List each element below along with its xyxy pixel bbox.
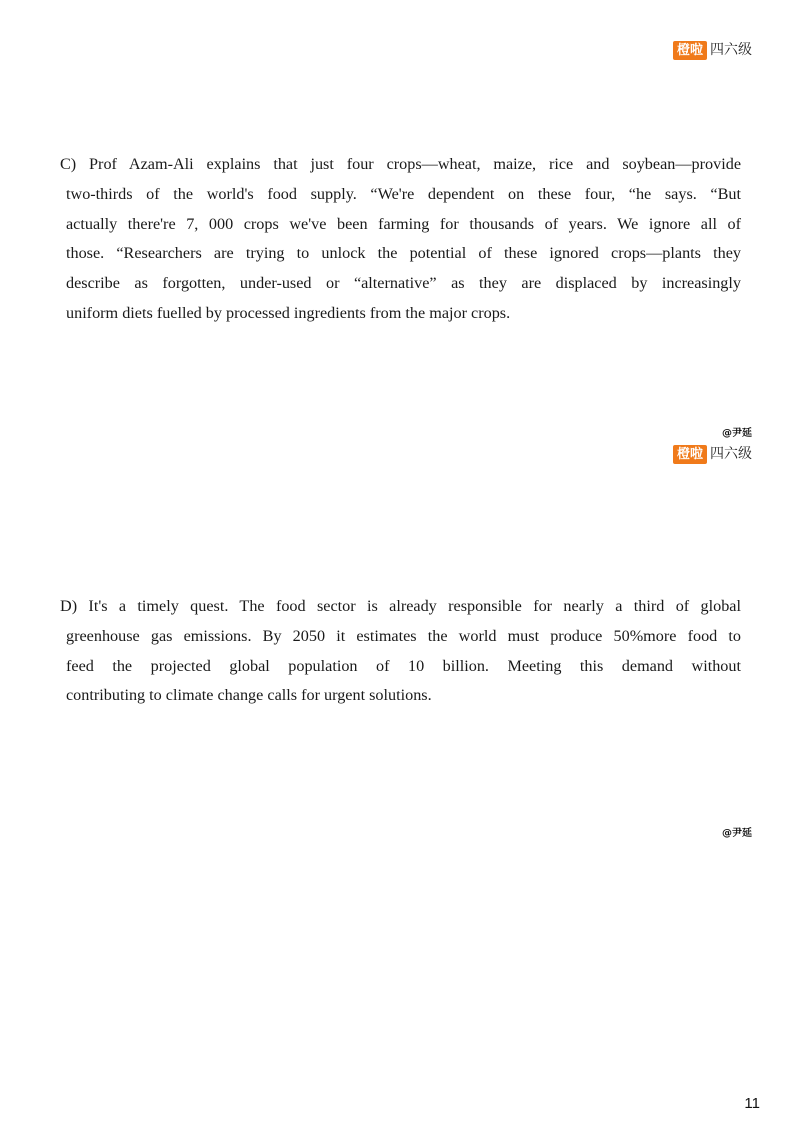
brand-logo: 橙啦 <box>673 445 707 464</box>
author-watermark-1: @尹延 <box>722 428 752 439</box>
paragraph-c-line: describe as forgotten, under-used or “alternative” as they are displaced by increasingly <box>66 274 741 293</box>
paragraph-c-line: C) Prof Azam-Ali explains that just four crops—wheat, maize, rice and soybean—provide <box>60 155 741 173</box>
brand-header-2 <box>673 445 752 464</box>
paragraph-c <box>60 150 741 329</box>
paragraph-d <box>60 592 741 711</box>
paragraph-c-line: two-thirds of the world's food supply. “We're dependent on these four, “he says. “But <box>66 184 741 203</box>
paragraph-c-line: those. “Researchers are trying to unlock the potential of these ignored crops—plants they <box>66 244 741 263</box>
brand-logo: 橙啦 <box>673 41 707 60</box>
paragraph-c-line: actually there're 7, 000 crops we've been farming for thousands of years. We ignore all of <box>66 214 741 233</box>
paragraph-c-line: uniform diets fuelled by processed ingredients from the major crops. <box>66 303 511 322</box>
brand-subtitle: 四六级 <box>710 42 752 58</box>
brand-subtitle: 四六级 <box>710 446 752 462</box>
paragraph-d-line: greenhouse gas emissions. By 2050 it estimates the world must produce 50%more food to <box>66 626 741 645</box>
paragraph-d-line: feed the projected global population of 10 billion. Meeting this demand without <box>66 656 741 675</box>
page-number: 11 <box>744 1095 760 1112</box>
paragraph-d-line: contributing to climate change calls for urgent solutions. <box>66 686 432 705</box>
author-watermark-2: @尹延 <box>722 828 752 839</box>
paragraph-d-line: D) It's a timely quest. The food sector is already responsible for nearly a third of global <box>60 597 741 615</box>
brand-header-1 <box>673 41 752 60</box>
